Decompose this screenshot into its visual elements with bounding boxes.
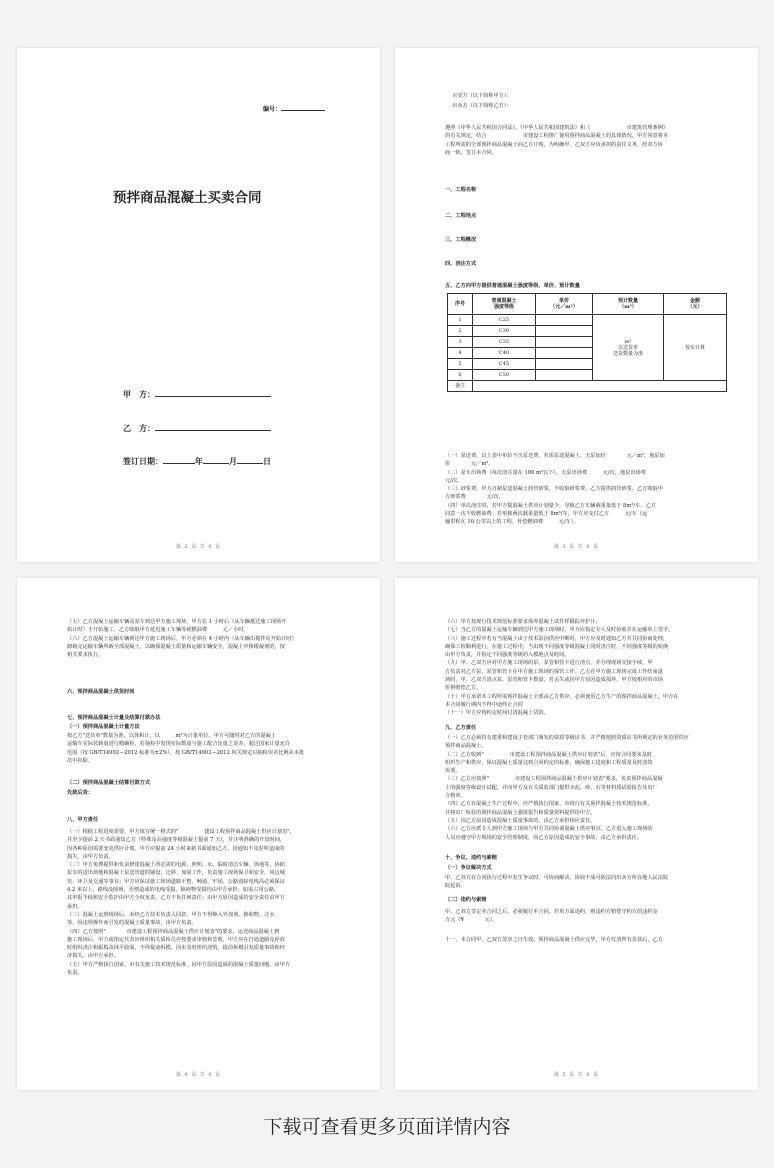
- row-price: [536, 370, 593, 381]
- header-amount: 金额 （元）: [664, 294, 727, 315]
- contract-cover-page: [17, 48, 380, 562]
- row-seq: 6: [448, 370, 473, 381]
- table-header-row: [448, 294, 727, 315]
- seller-line: 出卖方（以下简称乙方）：: [452, 103, 512, 109]
- row-price: [536, 337, 593, 348]
- row-seq: 1: [448, 315, 473, 326]
- page-number: 第 4 页 共 6 页: [175, 1072, 222, 1078]
- table-remark-row: [448, 381, 727, 392]
- section-project-overview: 三、工程概况: [445, 237, 477, 243]
- remark-value: [473, 381, 727, 392]
- dispute-paragraph: 甲、乙双方在合同执行过程中发生争议时，可协商解决，协商不成可依法向出卖方所在地人民法院 院起诉。: [445, 875, 669, 890]
- row-seq: 4: [448, 348, 473, 359]
- sign-date-label: 签订日期： 年 月 日: [123, 456, 271, 466]
- contract-title: 预拌商品混凝土买卖合同: [113, 190, 262, 206]
- subsection-dispute-resolution: （一）争议解决方式: [445, 865, 492, 871]
- payment-terms: 先款后货：: [67, 790, 93, 796]
- section-measure-payment: 七、预拌商品混凝土计量及结算付款办法: [67, 715, 161, 721]
- intro-paragraph: 遵照《中华人民共和国合同法》、《中华人民共和国建筑法》和《 市建筑管理条例》 的有关规定，结合 市建设工程推广使用预拌商品混凝土的具体情况，甲方同意将本 工程所需的全部预拌商品混凝土向乙方订购，为明确甲、乙双方应该承担的责任义务，经双方协 商一致，签订本合同。: [445, 125, 669, 156]
- party-a-duties: （一）根据工程进度需要，甲方填写统一格式的" 建设工程预拌商品混凝土供应计划表"， 并至少提前 2 天书面通知乙方（特殊及高强度等级混凝土提前 7 天），并注明准确的开盘时间， 因各种原因需要变更供应计划，甲方应提前 24 小时来新书面通知乙方，因通知不及时所造成的 损失，由甲方负责。 （二）甲方免费提供和负责修建混凝土所必需的电源、照明、水、临时清洁车辆、场地等，协助 泵车的进出场地和混凝土泵送管道的铺设、迁移、加固工作，负责施工现场保卫和安全。同边城 管、环卫及交通等事宜；甲方应保证施工现场道路平整、畅通、牢固，公路消除电线高必须保证 4.2 米以上，路线没障碍，否则造成的电线受损，障碍物受损均由甲方承担；如需占用公路， 其申报手续和安全监护由甲方全权负责，乙方不负任何责任；由甲方原因造成的安全责任由甲方 承担。 （三）混凝土运到现场后，未经乙方技术负责人同意，甲方不得掺入外加剂、掺和物、注水 等，因违规操作而引发的混凝土质量事故，由甲方负责。 （四）乙方按照" 市建设工程预拌商品混凝土供应计划表"的要求，运送商品混凝土到 施工现场后，甲方或指定代表应组织相关质检员应按要求审核和签收，甲方应在打通道路及停放 时组织浇注和振捣及抹平收面，不得提前拆模，因未及时组织浇筑，提前拆模引发质量事故和经 济损失，由甲方承担。 （五）甲方严格执行国家、市有关施工技术规范标准，因甲方原因造成的混凝土质量问题，由甲方 负责。: [67, 829, 295, 977]
- row-seq: 2: [448, 326, 473, 337]
- measure-paragraph: 按乙方"送货单"数量为准，以体积计，以 m³为计量单位。甲方可随时对乙方的混凝土 运输车实际装载量进行精确检，若抽检中发现实际数量与施工配合比量之误差，超过国家计量允许 范围（按 GB/T14902—2012 标准为±2%），按 GB/T14902—2012 相关规定以抽检误差比例从本批 次中扣除。: [67, 733, 305, 764]
- party-b-duties: （一）乙方必须持有建委和建设主管部门颁发的资质等级证书，并严格按照资质证书所规定的业务范围供应 预拌商品混凝土。 （二）乙方收到" 市建设工程预拌商品混凝土供应计划表"后，应按合同要求及时 组织生产和供应，保证混凝土质量达到合同约定的标准，确保施工进度和工程质量及时浇筑 需要。 （三）乙方应按照" 市建设工程预拌商品混凝土供应计划表"要求，负责预拌商品混凝 土的强度等级设计试配，并向甲方及有关质监部门提供水泥、砂、石等材料质试验报告及出厂 合格单。 （四）乙方在混凝土生产过程中，应严格执行国家、市现行有关预拌混凝土技术规范标准， 并将出厂检验的预拌商品混凝土强度报告和质量资料提供给甲方。 （五）因乙方原因造成混凝土质量事故的，由乙方承担相应责任。 （六）乙方应派专人到甲方施工现场与甲方共同协调混凝土供应事宜。乙方进入施工现场的 人员应遵守甲方现场的安全管理制度，因乙方原因造成的安全事故，由乙方承担责任。: [445, 735, 689, 841]
- contract-number-label: 编号：: [263, 104, 325, 114]
- section-supply-spec: 五、乙方向甲方提供普通混凝土强度等级、单价、预计数量: [445, 283, 580, 289]
- row-grade: C40: [473, 348, 536, 359]
- row-grade: C25: [473, 315, 536, 326]
- page-number: 第 3 页 共 6 页: [553, 544, 600, 550]
- row-grade: C30: [473, 326, 536, 337]
- concrete-spec-table: [447, 293, 727, 392]
- row-price: [536, 315, 593, 326]
- page-number: 第 5 页 共 6 页: [553, 1072, 600, 1078]
- party-a-duties-continued: （六）甲方按现行技术规范标准要求保养混凝土试件样跟踪养护计； （七）当乙方的混凝土运输车辆到达甲方施工现场时，甲方应指定专人及时验收并在运输单上签字。 （八）施工过程中若有当混凝土由于技术原因供应中断时，甲方应及时通知乙方并共同协商处理， 确保工程顺利进行。在施工过程中，当出现不同强度等级混凝土同时浇注时，不同强度等级的转换 由甲方负责，并指定不同强度等级的入模地点及时间。 （九）甲、乙双方应对甲方施工现场的泵、泵管和管卡进行清点，并办理现场交接手续，甲 方负责对乙方泵、泵管和管卡在甲方施工现场的保管工作。乙方在甲方施工现场完成工作结束退 场时，甲、乙双方清点泵、泵管和管卡数量，若丢失或因甲方原因造成损坏，甲方按相应的市场 价格赔偿乙方。 （十）甲方承诺本工程所需预拌混凝土全部由乙方供应，必须使用乙方生产的预拌商品混凝土，甲方在 本合同履行期内不得中途终止合同 （十一）甲方应按约定时间付清混凝土货款。: [445, 619, 679, 717]
- party-a-label: 甲 方：: [123, 388, 271, 398]
- claims-paragraph: 甲、乙双方签定本合同之后，必须履行本合同。若单方面违约，则违约方赔偿守约方的违约金 万元（¥ 元）。: [445, 909, 658, 924]
- buyer-line: 买受方（以下简称甲方）：: [452, 93, 512, 99]
- subsection-payment-method: （二）预拌商品混凝土结算付款方式: [67, 780, 151, 786]
- header-seq: 序号: [448, 294, 473, 315]
- remark-label: 备注: [448, 381, 473, 392]
- section-pouring-method: 四、浇注方式: [445, 261, 477, 267]
- row-grade: C35: [473, 337, 536, 348]
- section-effective-date: 十一、本合同甲、乙双方签章之日生效，预拌商品混凝土供应完毕，甲方付清所有货款后，乙方: [445, 937, 663, 943]
- row-price: [536, 348, 593, 359]
- amount-note-cell: 按实计算: [664, 315, 727, 381]
- section-supply-time: 六、预拌商品混凝土供货时间: [67, 689, 135, 695]
- row-seq: 5: [448, 359, 473, 370]
- section-disputes: 十、争议、违约与索赔: [445, 855, 497, 861]
- page-number: 第 2 页 共 6 页: [175, 544, 222, 550]
- subsection-breach-claims: （二）违约与索赔: [445, 897, 487, 903]
- header-quantity: 预计数量 （m³）: [593, 294, 664, 315]
- quantity-note-cell: m³ 以送货单 送货数量为准: [593, 315, 664, 381]
- contract-page-3: [395, 48, 758, 562]
- section-project-name: 一、工程名称: [445, 187, 477, 193]
- section-project-location: 二、工程地点: [445, 213, 477, 219]
- row-price: [536, 359, 593, 370]
- row-grade: C50: [473, 370, 536, 381]
- download-more-caption: 下载可查看更多页面详情内容: [263, 1116, 511, 1138]
- table-row: [448, 315, 727, 326]
- header-grade: 普通混凝土 强度等级: [473, 294, 536, 315]
- fee-notes: （一）泵送费，以上表中单价不含泵送费，若需泵送混凝土，天泵加价 元／m³，地泵加 价 元／m³。 （二）泵车出场费（每次浇注量在 100 m³以下），天泵出场费 元/次，地泵出场费 元/次。 （三）砂浆费，甲方自制泵送混凝土润管砂浆，不收取砂浆费，乙方提供润管砂浆，乙方收取甲 方砂浆费 元/次。 （四）单次浇注时，若甲方提混凝土供应计划量少，导致乙方车辆载重量低于 8m³/车，乙方 同意一次不收燃油费；若单独两次载重量低于 8m³/车，甲方应支付乙方 元/车（运 输里程在 10 公里以上的工程，补偿燃油费 元/车）。: [445, 453, 667, 526]
- contract-page-5: [395, 578, 758, 1090]
- contract-page-4: [17, 578, 380, 1090]
- section-party-b-duties: 九、乙方责任: [445, 725, 477, 731]
- party-b-label: 乙 方：: [123, 422, 271, 432]
- row-grade: C45: [473, 359, 536, 370]
- header-price: 单价 （元／m³）: [536, 294, 593, 315]
- delivery-clauses: （五）乙方混凝土运输车辆及泵车到达甲方施工现场，甲方在 1 小时后（从车辆抵达施工现场开 始计时）才开始施工，乙方收取甲方延迟施工车辆等候燃油费 元／小时。 （六）乙方混凝土运输车辆到达甲方施工现场后，甲方必须在 4 小时内（从车辆出搅拌站开始计时） 卸载完运输车辆所载全部混凝土，以确保混凝土质量和运输车辆安全，混凝土中掺缓凝剂的，按 相关要求执行。: [67, 619, 297, 659]
- section-party-a-duties: 八、甲方责任: [67, 817, 99, 823]
- subsection-measure-method: （一）预拌商品混凝土计量方法: [67, 724, 140, 730]
- row-seq: 3: [448, 337, 473, 348]
- row-price: [536, 326, 593, 337]
